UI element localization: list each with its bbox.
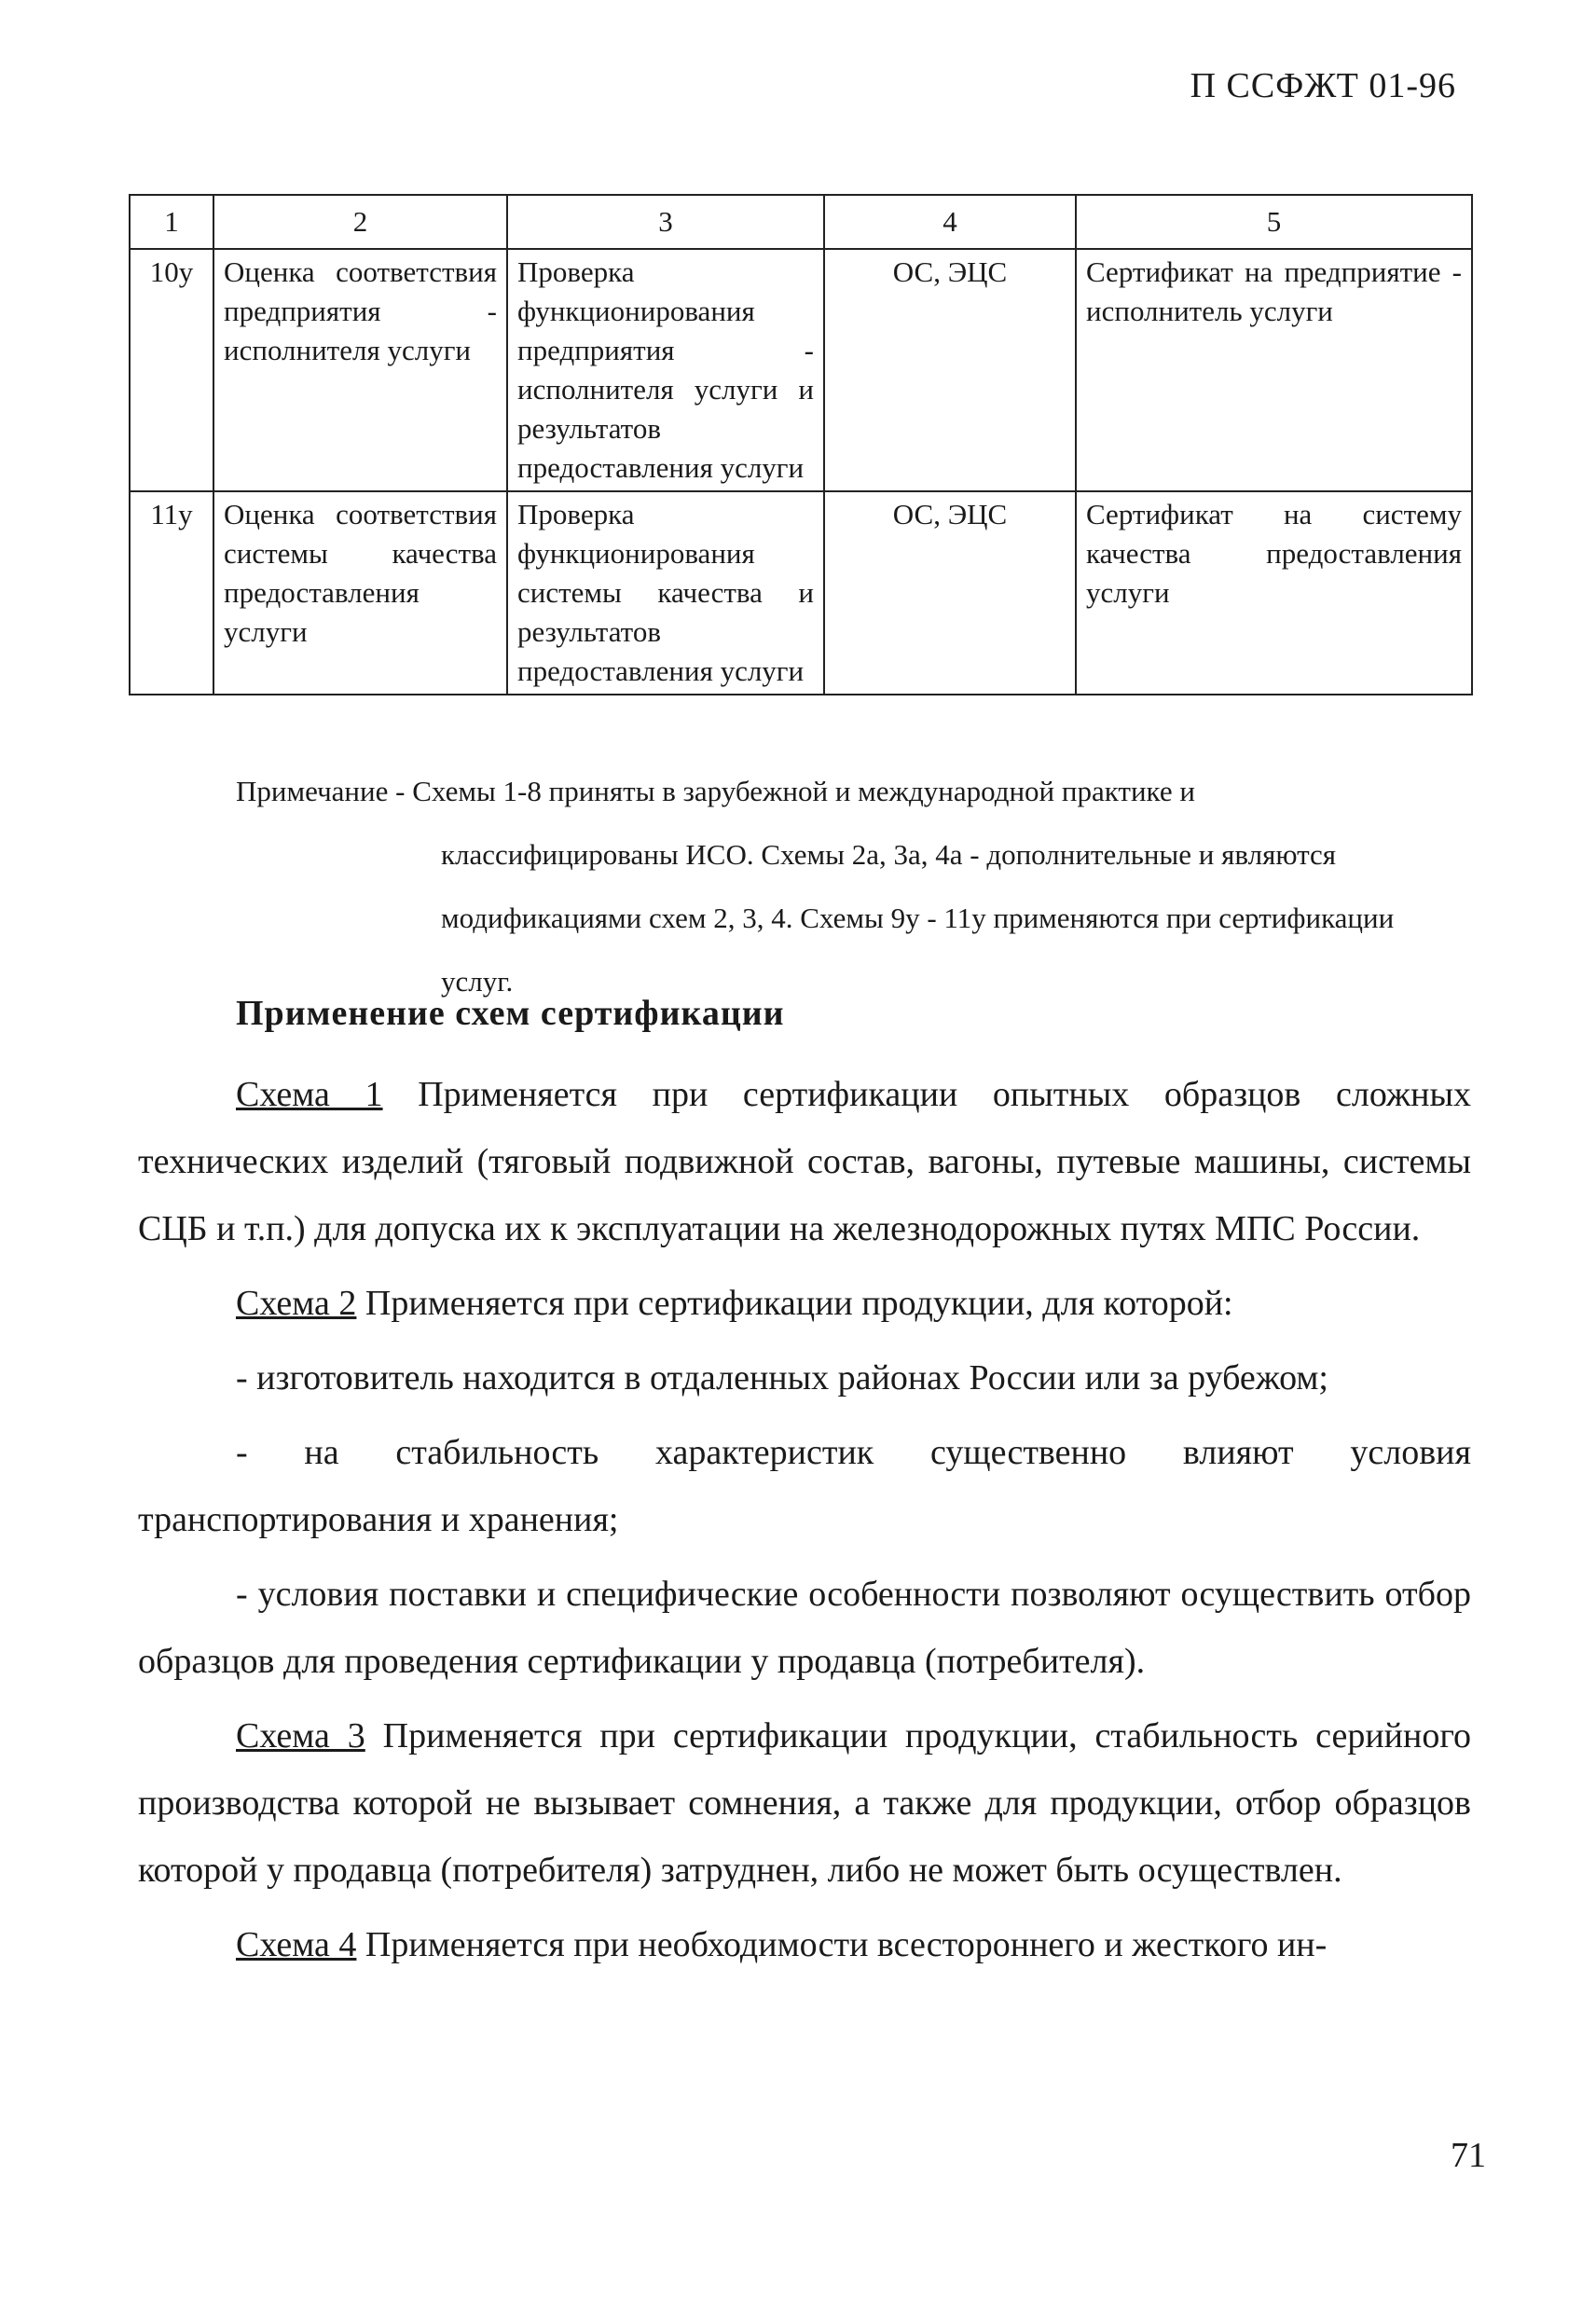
certificate-cell: Сертификат на предприятие - исполнитель услуги xyxy=(1076,249,1472,491)
table-header-cell: 1 xyxy=(130,195,213,249)
table-row xyxy=(130,491,1472,695)
table-note xyxy=(236,760,1401,1013)
table-header-cell: 2 xyxy=(213,195,507,249)
verification-cell: Проверка функционирования системы качества и результатов предоставления услуги xyxy=(507,491,824,695)
section-title: Применение схем сертификации xyxy=(236,994,785,1033)
scheme-4-label: Схема 4 xyxy=(236,1925,357,1964)
scheme-1-label: Схема 1 xyxy=(236,1075,383,1114)
table-header-row xyxy=(130,195,1472,249)
scheme-4-paragraph xyxy=(138,1911,1471,1978)
scheme-3-text: Применяется при сертификации продукции, стабильность серийного производства которой не вызывает сомнения, а также для продукции, отбор образцов которой у продавца (потребителя) затруднен, либо не может быть осуществлен. xyxy=(138,1716,1471,1890)
document-code: П ССФЖТ 01-96 xyxy=(1190,66,1456,105)
certificate-cell: Сертификат на систему качества предоставления услуги xyxy=(1076,491,1472,695)
page-number: 71 xyxy=(1451,2136,1486,2175)
scheme-3-paragraph xyxy=(138,1702,1471,1904)
bodies-cell: ОС, ЭЦС xyxy=(824,491,1076,695)
assessment-cell: Оценка соответствия предприятия - исполнителя услуги xyxy=(213,249,507,491)
assessment-cell: Оценка соответствия системы качества предоставления услуги xyxy=(213,491,507,695)
table-row xyxy=(130,249,1472,491)
note-first-line: Примечание - Схемы 1-8 приняты в зарубежной и международной практике и xyxy=(236,775,1195,807)
table-header-cell: 4 xyxy=(824,195,1076,249)
verification-cell: Проверка функционирования предприятия - исполнителя услуги и результатов предоставления услуги xyxy=(507,249,824,491)
note-continuation: классифицированы ИСО. Схемы 2а, 3а, 4а - дополнительные и являются модификациями схем 2, 3, 4. Схемы 9у - 11у применяются при сертификации услуг. xyxy=(441,838,1395,998)
scheme-number-cell: 10у xyxy=(130,249,213,491)
scheme-number-cell: 11у xyxy=(130,491,213,695)
scheme-2-item: - изготовитель находится в отдаленных районах России или за рубежом; xyxy=(236,1358,1328,1397)
scheme-1-paragraph xyxy=(138,1061,1471,1262)
scheme-2-item: - условия поставки и специфические особенности позволяют осуществить отбор образцов для проведения сертификации у продавца (потребителя). xyxy=(138,1575,1471,1681)
body-text xyxy=(138,1061,1471,1986)
scheme-2-label: Схема 2 xyxy=(236,1284,357,1323)
bodies-cell: ОС, ЭЦС xyxy=(824,249,1076,491)
scheme-1-text: Применяется при сертификации опытных образцов сложных технических изделий (тяговый подвижной состав, вагоны, путевые машины, системы СЦБ и т.п.) для допуска их к эксплуатации на железнодорожных путях МПС России. xyxy=(138,1075,1472,1248)
table-header-cell: 3 xyxy=(507,195,824,249)
scheme-2-paragraph xyxy=(138,1270,1471,1337)
table-header-cell: 5 xyxy=(1076,195,1472,249)
scheme-2-text: Применяется при сертификации продукции, для которой: xyxy=(356,1284,1233,1323)
certification-schemes-table xyxy=(129,194,1473,695)
scheme-4-text: Применяется при необходимости всестороннего и жесткого ин- xyxy=(356,1925,1328,1964)
scheme-3-label: Схема 3 xyxy=(236,1716,365,1755)
scheme-2-item: - на стабильность характеристик существенно влияют условия транспортирования и хранения; xyxy=(138,1433,1471,1539)
